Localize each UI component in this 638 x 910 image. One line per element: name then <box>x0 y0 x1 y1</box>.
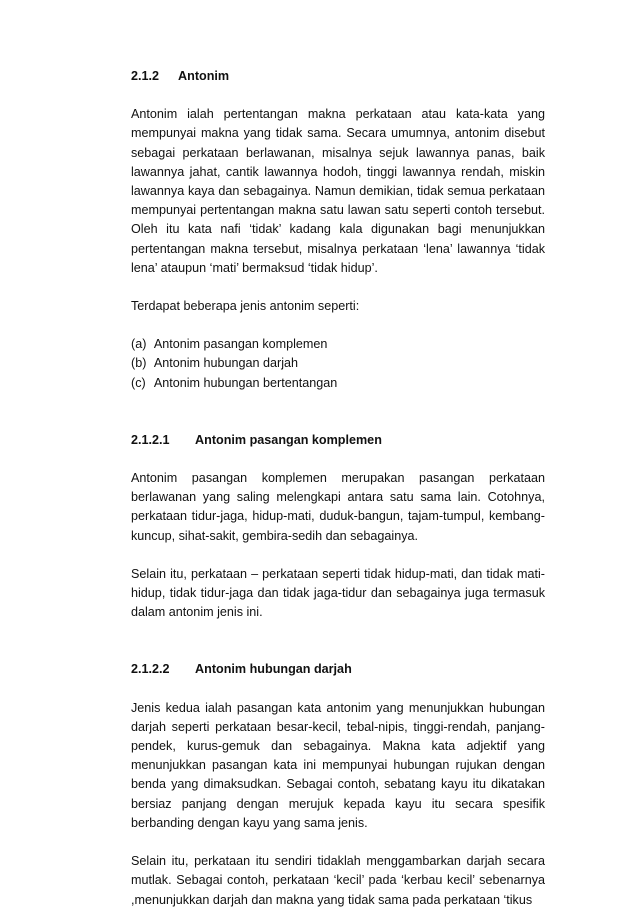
list-marker: (b) <box>131 356 147 371</box>
section-heading <box>131 660 545 679</box>
section-number: 2.1.2.1 <box>131 432 170 447</box>
paragraph: Antonim pasangan komplemen merupakan pasangan perkataan berlawanan yang saling melengkapi antara satu sama lain. Cotohnya, perkataan tidur-jaga, hidup-mati, duduk-bangun, tajam-tumpul, kembang-kuncup, sihat-sakit, gembira-sedih dan sebagainya. <box>131 471 545 543</box>
paragraph: Jenis kedua ialah pasangan kata antonim yang menunjukkan hubungan darjah seperti perkataan besar-kecil, tebal-nipis, tinggi-rendah, panjang-pendek, kurus-gemuk dan sebagainya. Makna kata adjektif yang menunjukkan pasangan kata ini mempunyai hubungan rujukan dengan benda yang dimaksudkan. Sebagai contoh, sebatang kayu itu dikatakan bersiaz panjang dengan merujuk kepada kayu itu secara spesifik berbanding dengan kayu yang sama jenis. <box>131 700 545 830</box>
section-title: Antonim hubungan darjah <box>195 662 352 677</box>
paragraph: Selain itu, perkataan itu sendiri tidaklah menggambarkan darjah secara mutlak. Sebagai contoh, perkataan ‘kecil’ pada ‘kerbau kecil’ sebenarnya ,menunjukkan darjah dan makna yang tidak sama pada perkataan ‘tikus <box>131 854 545 907</box>
list-item-text: Antonim hubungan bertentangan <box>153 375 338 390</box>
page-content <box>131 67 545 910</box>
list-item <box>131 354 545 373</box>
paragraph: Terdapat beberapa jenis antonim seperti: <box>131 299 360 314</box>
list-item <box>131 335 545 354</box>
section-heading <box>131 431 545 450</box>
section-heading <box>131 67 545 86</box>
section-number: 2.1.2.2 <box>131 662 170 677</box>
section-number: 2.1.2 <box>131 69 160 83</box>
list-marker: (c) <box>131 375 146 390</box>
list-item-text: Antonim pasangan komplemen <box>153 337 328 352</box>
paragraph: Selain itu, perkataan – perkataan seperti tidak hidup-mati, dan tidak mati-hidup, tidak tidur-jaga dan tidak jaga-tidur dan sebagainya juga termasuk dalam antonim jenis ini. <box>131 566 545 620</box>
list-item <box>131 374 545 393</box>
antonym-type-list <box>131 335 545 393</box>
section-title: Antonim <box>178 69 230 83</box>
section-title: Antonim pasangan komplemen <box>195 432 382 447</box>
list-marker: (a) <box>131 337 147 352</box>
paragraph: Antonim ialah pertentangan makna perkataan atau kata-kata yang mempunyai makna yang tidak sama. Secara umumnya, antonim disebut sebagai perkataan berlawanan, misalnya sejuk lawannya panas, baik lawannya jahat, cantik lawannya hodoh, tinggi lawannya rendah, miskin lawannya kaya dan sebagainya. Namun demikian, tidak semua perkataan mempunyai pertentangan makna satu lawan satu seperti contoh tersebut. Oleh itu kata nafi ‘tidak’ kadang kala digunakan bagi menunjukkan pertentangan makna tersebut, misalnya perkataan ‘lena’ lawannya ‘tidak lena’ ataupun ‘mati’ bermaksud ‘tidak hidup’. <box>131 107 545 275</box>
list-item-text: Antonim hubungan darjah <box>153 356 299 371</box>
